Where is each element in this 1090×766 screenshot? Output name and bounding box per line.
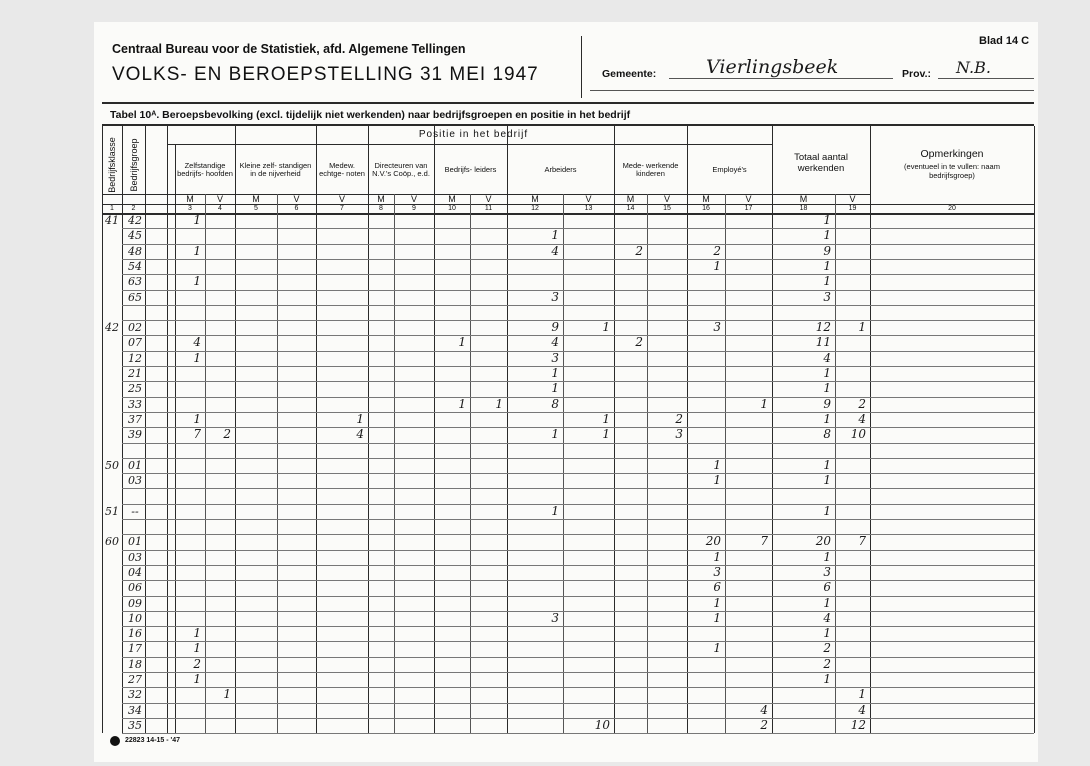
label-v-c7: V [338,194,345,204]
groep-cell: 03 [128,474,142,488]
label-m-c8: M [377,194,385,204]
groep-cell: 42 [128,214,142,227]
value-cell-c12: 4 [551,243,559,258]
label-v-c11: V [485,194,492,204]
value-cell-c17: 7 [760,534,768,549]
groep-cell: 33 [128,397,142,411]
table-row [122,488,1034,489]
table-row [122,672,1034,673]
header-kleine-zelfstandigen: Kleine zelf- standigen in de nijverheid [239,160,312,178]
table-row [122,550,1034,551]
table-row [122,351,1034,352]
groep-cell: 63 [128,275,142,289]
value-cell-c19: 1 [858,687,866,702]
col-number-2: 2 [131,205,136,212]
value-cell-c12: 1 [551,503,559,518]
table-row [122,320,1034,321]
table-row [122,366,1034,367]
label-m-c3: M [186,194,194,204]
header-directeuren: Directeuren van N.V.'s Coöp., e.d. [372,160,430,178]
col-number-17: 17 [744,205,753,212]
col-number-11: 11 [484,205,493,212]
value-cell-c18: 12 [815,320,831,335]
value-cell-c11: 1 [495,396,503,411]
table-row [122,718,1034,719]
value-cell-c3: 4 [193,335,201,350]
value-cell-c18: 9 [823,396,831,411]
table-row [122,596,1034,597]
value-cell-c3: 1 [193,672,201,686]
groep-cell: 02 [128,321,142,335]
label-v-c15: V [663,194,670,204]
value-cell-c18: 1 [823,626,831,641]
value-cell-c12: 3 [551,289,559,304]
value-cell-c18: 6 [823,580,831,595]
groep-cell: 07 [128,336,142,350]
value-cell-c14: 2 [635,335,643,350]
table-row [122,335,1034,336]
value-cell-c18: 1 [823,457,831,472]
census-form-sheet [94,22,1038,762]
value-cell-c16: 6 [713,580,721,595]
groep-cell: 35 [128,718,142,732]
table-row [122,305,1034,306]
value-cell-c4: 2 [223,427,231,442]
groep-cell: 48 [128,244,142,258]
value-cell-c16: 1 [713,258,721,273]
value-cell-c3: 1 [193,350,201,365]
value-cell-c16: 2 [713,243,721,258]
value-cell-c12: 8 [551,396,559,411]
value-cell-c15: 3 [675,427,683,442]
form-title: VOLKS- EN BEROEPSTELLING 31 MEI 1947 [112,64,539,85]
positie-rule [167,144,772,145]
value-cell-c3: 1 [193,411,201,426]
col-number-10: 10 [448,205,456,212]
col-number-9: 9 [412,205,416,212]
header-bedrijfsgroep: Bedrijfsgroep [129,138,139,192]
col-number-1: 1 [110,205,114,212]
table-row [122,534,1034,535]
value-cell-c19: 4 [858,702,866,717]
table-row [122,611,1034,612]
groep-cell: 01 [128,535,142,549]
table-row [122,412,1034,413]
value-cell-c16: 1 [713,610,721,625]
table-row [122,626,1034,627]
value-cell-c18: 4 [823,350,831,365]
value-cell-c19: 10 [850,427,866,442]
value-cell-c18: 1 [823,595,831,610]
groep-cell: 54 [128,259,142,273]
header-opmerkingen: Opmerkingen [920,148,984,160]
value-cell-c19: 2 [858,396,866,411]
table-row [122,519,1034,520]
value-cell-c3: 7 [193,427,201,442]
header-rule [590,90,1034,91]
value-cell-c19: 4 [858,411,866,426]
value-cell-c4: 1 [223,687,231,702]
value-cell-c16: 1 [713,595,721,610]
table-row [122,397,1034,398]
value-cell-c18: 1 [823,473,831,488]
groep-cell: 06 [128,581,142,595]
klasse-cell: 42 [105,321,119,335]
value-cell-c3: 2 [193,656,201,671]
header-zelfstandige: Zelfstandige bedrijfs- hoofden [177,160,233,178]
value-cell-c18: 20 [815,534,831,549]
value-cell-c3: 1 [193,274,201,289]
groep-cell: 34 [128,703,142,717]
value-cell-c13: 1 [602,411,610,426]
table-row [122,703,1034,704]
col-number-5: 5 [254,205,258,212]
table-row [122,244,1034,245]
label-v-c17: V [745,194,752,204]
value-cell-c13: 1 [602,427,610,442]
label-m-c10: M [448,194,456,204]
col-number-8: 8 [379,205,383,212]
value-cell-c10: 1 [458,396,466,411]
table-row [122,274,1034,275]
value-cell-c3: 1 [193,243,201,258]
groep-cell: 16 [128,627,142,641]
header-employes: Employé's [712,164,747,174]
col-number-3: 3 [188,205,192,212]
groep-cell: 21 [128,367,142,380]
col-number-12: 12 [531,205,539,212]
value-cell-c7: 1 [356,411,364,426]
value-cell-c12: 3 [551,350,559,365]
value-cell-c3: 1 [193,213,201,227]
value-cell-c18: 1 [823,228,831,243]
groep-cell: 32 [128,688,142,702]
klasse-cell: 41 [105,214,119,227]
value-cell-c18: 1 [823,672,831,686]
sheet-number: Blad 14 C [979,35,1030,47]
label-v-c13: V [585,194,592,204]
header-medew-echtgenoten: Medew. echtge- noten [319,160,365,178]
institution-name: Centraal Bureau voor de Statistiek, afd. Algemene Tellingen [112,42,466,56]
value-cell-c14: 2 [635,243,643,258]
gemeente-label: Gemeente: [602,68,657,80]
groep-cell: 03 [128,550,142,564]
prov-label: Prov.: [902,68,931,80]
value-cell-c13: 10 [594,717,610,732]
body-top-rule [102,213,1034,215]
label-m-c14: M [626,194,635,204]
value-cell-c18: 1 [823,213,831,227]
value-cell-c18: 2 [823,641,831,656]
groep-cell: 18 [128,657,142,671]
col-number-7: 7 [340,205,344,212]
value-cell-c16: 1 [713,549,721,564]
value-cell-c12: 3 [551,610,559,625]
header-totaal: Totaal aantal werkenden [794,152,848,174]
table-row [122,381,1034,382]
header-bedrijfsklasse: Bedrijfsklasse [107,137,117,193]
header-bedrijfsleiders: Bedrijfs- leiders [444,164,497,174]
table-top-rule [102,124,1034,126]
value-cell-c19: 12 [850,717,866,732]
col-number-15: 15 [663,205,671,212]
groep-cell: -- [131,504,139,518]
klasse-cell: 51 [105,504,119,518]
table-row [122,733,1034,734]
gemeente-value: Vierlingsbeek [706,56,839,78]
groep-cell: 01 [128,458,142,472]
value-cell-c18: 1 [823,411,831,426]
value-cell-c16: 1 [713,457,721,472]
value-cell-c18: 1 [823,366,831,380]
value-cell-c17: 4 [760,702,768,717]
value-cell-c12: 1 [551,228,559,243]
col-number-16: 16 [702,205,710,212]
value-cell-c3: 1 [193,641,201,656]
value-cell-c3: 1 [193,626,201,641]
groep-cell: 37 [128,412,142,426]
value-cell-c18: 1 [823,381,831,396]
value-cell-c12: 9 [551,320,559,335]
printer-mark-icon [110,736,120,746]
groep-cell: 04 [128,565,142,579]
value-cell-c17: 1 [760,396,768,411]
label-m-c18: M [799,194,808,204]
groep-cell: 17 [128,642,142,656]
vline-14 [1034,126,1035,733]
table-row [122,687,1034,688]
col-number-18: 18 [799,205,808,212]
label-v-c6: V [293,194,300,204]
label-m-c5: M [252,194,260,204]
value-cell-c12: 1 [551,381,559,396]
value-cell-c16: 1 [713,641,721,656]
table-row [122,228,1034,229]
value-cell-c16: 3 [713,564,721,579]
table-row [122,458,1034,459]
label-v-c9: V [410,194,417,204]
value-cell-c18: 1 [823,549,831,564]
value-cell-c12: 4 [551,335,559,350]
value-cell-c12: 1 [551,427,559,442]
header-positie: Positie in het bedrijf [418,129,529,140]
col-number-4: 4 [218,205,222,212]
label-m-c16: M [702,194,710,204]
prov-underline [938,78,1034,79]
table-row [122,259,1034,260]
value-cell-c18: 1 [823,503,831,518]
value-cell-c18: 3 [823,564,831,579]
label-v-c4: V [216,194,223,204]
groep-cell: 45 [128,229,142,243]
klasse-cell: 50 [105,458,119,472]
header-bottom-rule [102,102,1034,104]
print-code: 22823 14-15 - '47 [125,737,180,744]
label-v-c19: V [849,194,856,204]
value-cell-c7: 4 [356,427,364,442]
value-cell-c18: 3 [823,289,831,304]
groep-cell: 27 [128,673,142,686]
value-cell-c19: 7 [858,534,866,549]
value-cell-c18: 11 [815,335,831,350]
table-row [122,565,1034,566]
col-number-14: 14 [626,205,635,212]
table-row [122,290,1034,291]
table-row [122,641,1034,642]
table-title: Tabel 10ᴬ. Beroepsbevolking (excl. tijdelijk niet werkenden) naar bedrijfsgroepen en positie in het bedrijf [110,109,631,121]
gemeente-underline [669,78,893,79]
value-cell-c13: 1 [602,320,610,335]
prov-value: N.B. [956,58,991,77]
value-cell-c18: 1 [823,258,831,273]
header-medewerkende-kinderen: Mede- werkende kinderen [622,160,679,178]
groep-cell: 09 [128,596,142,610]
header-divider [581,36,582,98]
value-cell-c18: 1 [823,274,831,289]
table-row [122,657,1034,658]
col-number-19: 19 [848,205,857,212]
value-cell-c18: 2 [823,656,831,671]
value-cell-c18: 8 [823,427,831,442]
klasse-cell: 60 [105,535,119,549]
value-cell-c18: 9 [823,243,831,258]
groep-cell: 12 [128,351,142,365]
header-opmerkingen-sub: (eventueel in te vullen: naam bedrijfsgroep) [904,162,1000,180]
table-row [122,427,1034,428]
col-number-13: 13 [584,205,593,212]
label-m-c12: M [531,194,539,204]
value-cell-c12: 1 [551,366,559,380]
value-cell-c19: 1 [858,320,866,335]
value-cell-c18: 4 [823,610,831,625]
col-number-20: 20 [948,205,956,212]
value-cell-c16: 3 [713,320,721,335]
table-row [122,443,1034,444]
col-number-6: 6 [294,205,299,212]
value-cell-c17: 2 [760,717,768,732]
table-row [122,504,1034,505]
groep-cell: 25 [128,382,142,396]
value-cell-c16: 20 [705,534,721,549]
value-cell-c16: 1 [713,473,721,488]
groep-cell: 65 [128,290,142,304]
header-arbeiders: Arbeiders [544,164,577,174]
value-cell-c10: 1 [458,335,466,350]
table-row [122,580,1034,581]
value-cell-c15: 2 [675,411,683,426]
table-row [122,473,1034,474]
groep-cell: 39 [128,428,142,442]
groep-cell: 10 [128,611,142,625]
